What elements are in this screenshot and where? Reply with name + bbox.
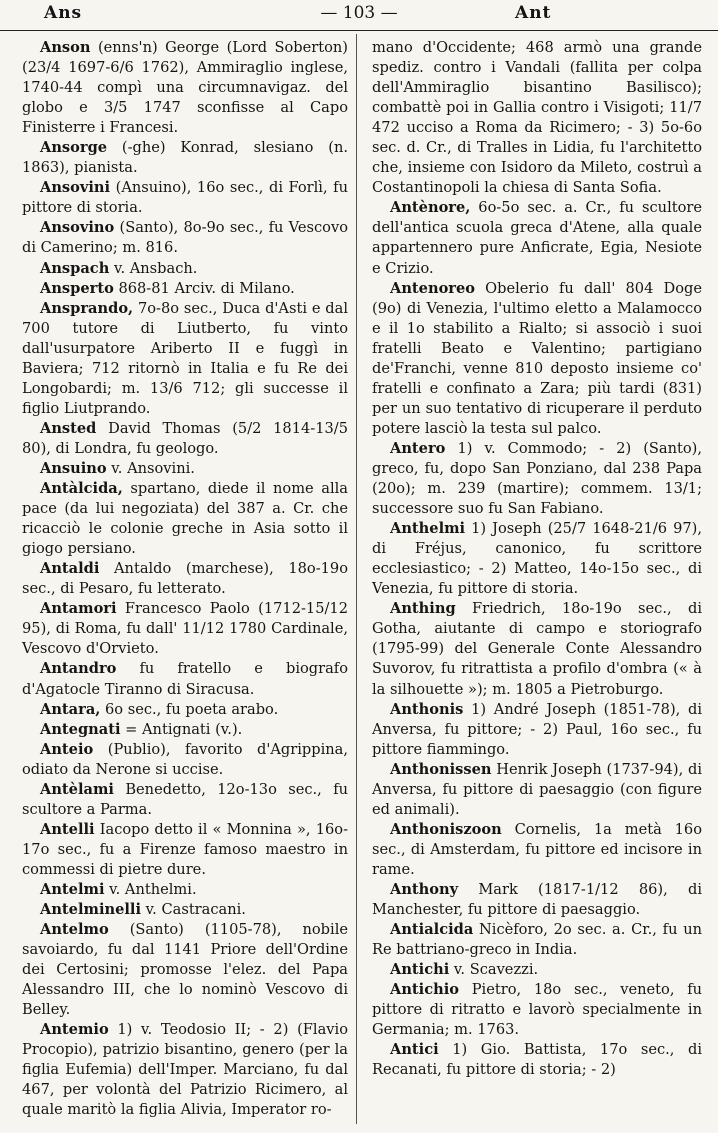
dictionary-entry [22,599,348,659]
entry-headword: Antèlami [40,780,114,798]
dictionary-entry [372,820,702,880]
entry-text: v. Ansovini. [106,459,195,477]
entry-headword: Anthoniszoon [390,820,502,838]
dictionary-entry [22,780,348,820]
dictionary-entry [372,279,702,439]
entry-text: Friedrich, 18o-19o sec., di Gotha, aiutante di campo e storiografo (1795-99) del Generale Conte Alessandro Suvorov, fu ritrattista a profilo d'ombra (« à la silhouette »); m. 1805 a Pietroburgo. [372,600,702,698]
entry-headword: Antelmi [40,880,105,898]
entry-text: 1) André Joseph (1851-78), di Anversa, fu pittore; - 2) Paul, 16o sec., fu pittore fiammingo. [372,700,702,758]
dictionary-entry [372,38,702,198]
dictionary-entry [22,900,348,920]
entry-text: = Antignati (v.). [120,720,243,738]
dictionary-entry [22,218,348,258]
dictionary-entry [22,920,348,1020]
header-right-guideword: Ant [515,3,552,23]
entry-text: Antaldo (marchese), 18o-19o sec., di Pesaro, fu letterato. [22,560,348,598]
entry-headword: Ansovino [40,219,115,237]
header-left-guideword: Ans [44,3,83,23]
entry-text: (enns'n) George (Lord Soberton) (23/4 1697-6/6 1762), Ammiraglio inglese, 1740-44 compì una circumnavigaz. del globo e 3/5 1747 sconfisse al Capo Finisterre i Francesi. [22,39,348,137]
entry-headword: Anthonis [390,700,464,718]
entry-headword: Ansted [40,419,97,437]
entry-headword: Anthing [390,600,456,618]
dictionary-entry [372,1040,702,1080]
entry-text: 868-81 Arciv. di Milano. [113,279,295,297]
dictionary-entry [22,479,348,559]
entry-text: mano d'Occidente; 468 armò una grande spediz. contro i Vandali (fallita per colpa dell'Ammiraglio bisantino Basilisco); combattè poi in Gallia contro i Visigoti; 11/7 472 ucciso a Roma da Ricimero; - 3) 5o-6o sec. d. Cr., di Tralles in Lidia, fu l'architetto che, insieme con Isidoro da Mileto, costruì a Costantinopoli la chiesa di Santa Sofia. [372,39,702,197]
entry-headword: Ansperto [40,279,114,297]
entry-text: Henrik Joseph (1737-94), di Anversa, fu pittore di paesaggio (con figure ed animali). [372,760,702,818]
dictionary-entry [22,459,348,479]
entry-text: Nicèforo, 2o sec. a. Cr., fu un Re battriano-greco in India. [372,921,702,959]
dictionary-entry [22,700,348,720]
entry-text: (Santo) (1105-78), nobile savoiardo, fu dal 1141 Priore dell'Ordine dei Certosini; promosse l'elez. del Papa Alessandro III, che lo nominò Vescovo di Belley. [22,921,348,1019]
entry-text: (-ghe) Konrad, slesiano (n. 1863), pianista. [22,139,348,177]
dictionary-entry [372,760,702,820]
entry-headword: Antènore, [390,199,471,217]
entry-text: (Ansuino), 16o sec., di Forlì, fu pittore di storia. [22,179,348,217]
entry-headword: Antichi [390,961,450,979]
entry-text: v. Scavezzi. [449,961,539,979]
entry-text: v. Anthelmi. [104,880,197,898]
entry-text: Benedetto, 12o-13o sec., fu scultore a Parma. [22,780,348,818]
entry-headword: Anspach [40,259,110,277]
right-column [372,38,702,1080]
dictionary-entry [372,960,702,980]
entry-headword: Ansovini [40,179,111,197]
entry-headword: Antaldi [40,560,100,578]
entry-headword: Antici [390,1041,439,1059]
entry-text: Pietro, 18o sec., veneto, fu pittore di ritratto e lavorò specialmente in Germania; m. 1763. [372,981,702,1039]
entry-text: Francesco Paolo (1712-15/12 95), di Roma, fu dall' 11/12 1780 Cardinale, Vescovo d'Orvieto. [22,600,348,658]
dictionary-entry [22,259,348,279]
entry-text: 6o sec., fu poeta arabo. [100,700,279,718]
dictionary-entry [22,820,348,880]
entry-text: 6o-5o sec. a. Cr., fu scultore dell'antica scuola greca d'Atene, alla quale appartennero pure Anficrate, Egia, Nesiote e Crizio. [372,199,702,277]
entry-headword: Antegnati [40,720,121,738]
entry-headword: Antelli [40,820,95,838]
dictionary-entry [22,178,348,218]
entry-text: Iacopo detto il « Monnina », 16o-17o sec., fu a Firenze famoso maestro in commessi di pietre dure. [22,820,348,878]
entry-headword: Anteio [40,740,94,758]
page-header [0,0,718,31]
entry-headword: Anthony [390,880,459,898]
entry-headword: Antenoreo [390,279,476,297]
dictionary-entry [372,700,702,760]
entry-headword: Ansuino [40,459,107,477]
entry-text: v. Ansbach. [109,259,198,277]
entry-text: 1) Joseph (25/7 1648-21/6 97), di Fréjus, canonico, fu scrittore ecclesiastico; - 2) Matteo, 14o-15o sec., di Venezia, fu pittore di storia. [372,520,702,598]
entry-text: (Santo), 8o-9o sec., fu Vescovo di Camerino; m. 816. [22,219,348,257]
dictionary-entry [22,138,348,178]
dictionary-entry [372,920,702,960]
dictionary-entry [22,659,348,699]
entry-text: (Publio), favorito d'Agrippina, odiato da Nerone si uccise. [22,740,348,778]
dictionary-entry [22,38,348,138]
entry-text: Cornelis, 1a metà 16o sec., di Amsterdam, fu pittore ed incisore in rame. [372,820,702,878]
entry-headword: Antelminelli [40,901,142,919]
entry-text: 7o-8o sec., Duca d'Asti e dal 700 tutore di Liutberto, fu vinto dall'usurpatore Ariberto II e fuggì in Baviera; 712 ritornò in Italia e fu Re dei Longobardi; m. 13/6 712; gli successe il figlio Liutprando. [22,299,348,417]
entry-headword: Antichio [390,981,459,999]
dictionary-entry [22,880,348,900]
dictionary-entry [22,299,348,419]
entry-text: Mark (1817-1/12 86), di Manchester, fu pittore di paesaggio. [372,880,702,919]
dictionary-entry [22,559,348,599]
dictionary-entry [372,980,702,1040]
entry-headword: Antandro [40,660,117,678]
dictionary-entry [22,1020,348,1120]
entry-headword: Antara, [40,700,101,718]
dictionary-entry [22,720,348,740]
entry-headword: Antemio [40,1021,109,1039]
dictionary-entry [22,279,348,299]
left-column [22,38,348,1121]
entry-text: Obelerio fu dall' 804 Doge (9o) di Venezia, l'ultimo eletto a Malamocco e il 1o stabilito a Rialto; si associò i suoi fratelli Beato e Valentino; partigiano de'Franchi, venne 810 deposto insieme co' fratelli e confinato a Zara; più tardi (831) per un suo tentativo di ricuperare il perduto potere lasciò la testa sul palco. [372,279,702,437]
dictionary-entry [372,599,702,699]
entry-headword: Antero [390,439,446,457]
entry-headword: Antialcida [390,921,474,939]
entry-text: 1) v. Commodo; - 2) (Santo), greco, fu, dopo San Ponziano, dal 238 Papa (20o); m. 239 (martire); commem. 13/1; successore suo fu San Fabiano. [372,439,702,518]
entry-headword: Antamori [40,600,117,618]
dictionary-entry [372,880,702,920]
entry-text: 1) v. Teodosio II; - 2) (Flavio Procopio), patrizio bisantino, genero (per la figlia Eufemia) dell'Imper. Marciano, fu dal 467, per volontà del Patrizio Ricimero, al quale maritò la figlia Alivia, Imperator ro- [22,1021,348,1119]
entry-text: David Thomas (5/2 1814-13/5 80), di Londra, fu geologo. [22,419,348,457]
dictionary-entry [22,740,348,780]
entry-text: fu fratello e biografo d'Agatocle Tiranno di Siracusa. [22,660,348,698]
entry-headword: Anthelmi [390,520,466,538]
entry-headword: Anson [40,39,91,56]
dictionary-entry [22,419,348,459]
entry-headword: Ansprando, [40,299,134,317]
dictionary-entry [372,198,702,278]
entry-headword: Antàlcida, [40,480,123,498]
entry-headword: Ansorge [40,139,108,157]
entry-text: v. Castracani. [141,901,246,919]
entry-headword: Antelmo [40,921,109,939]
entry-text: 1) Gio. Battista, 17o sec., di Recanati, fu pittore di storia; - 2) [372,1041,702,1079]
entry-headword: Anthonissen [390,760,492,778]
entry-text: spartano, diede il nome alla pace (da lui negoziata) del 387 a. Cr. che ricacciò le colonie greche in Asia sotto il giogo persiano. [22,480,348,558]
dictionary-entry [372,519,702,599]
dictionary-entry [372,439,702,519]
page-number: — 103 — [320,3,398,23]
column-divider [356,34,357,1124]
